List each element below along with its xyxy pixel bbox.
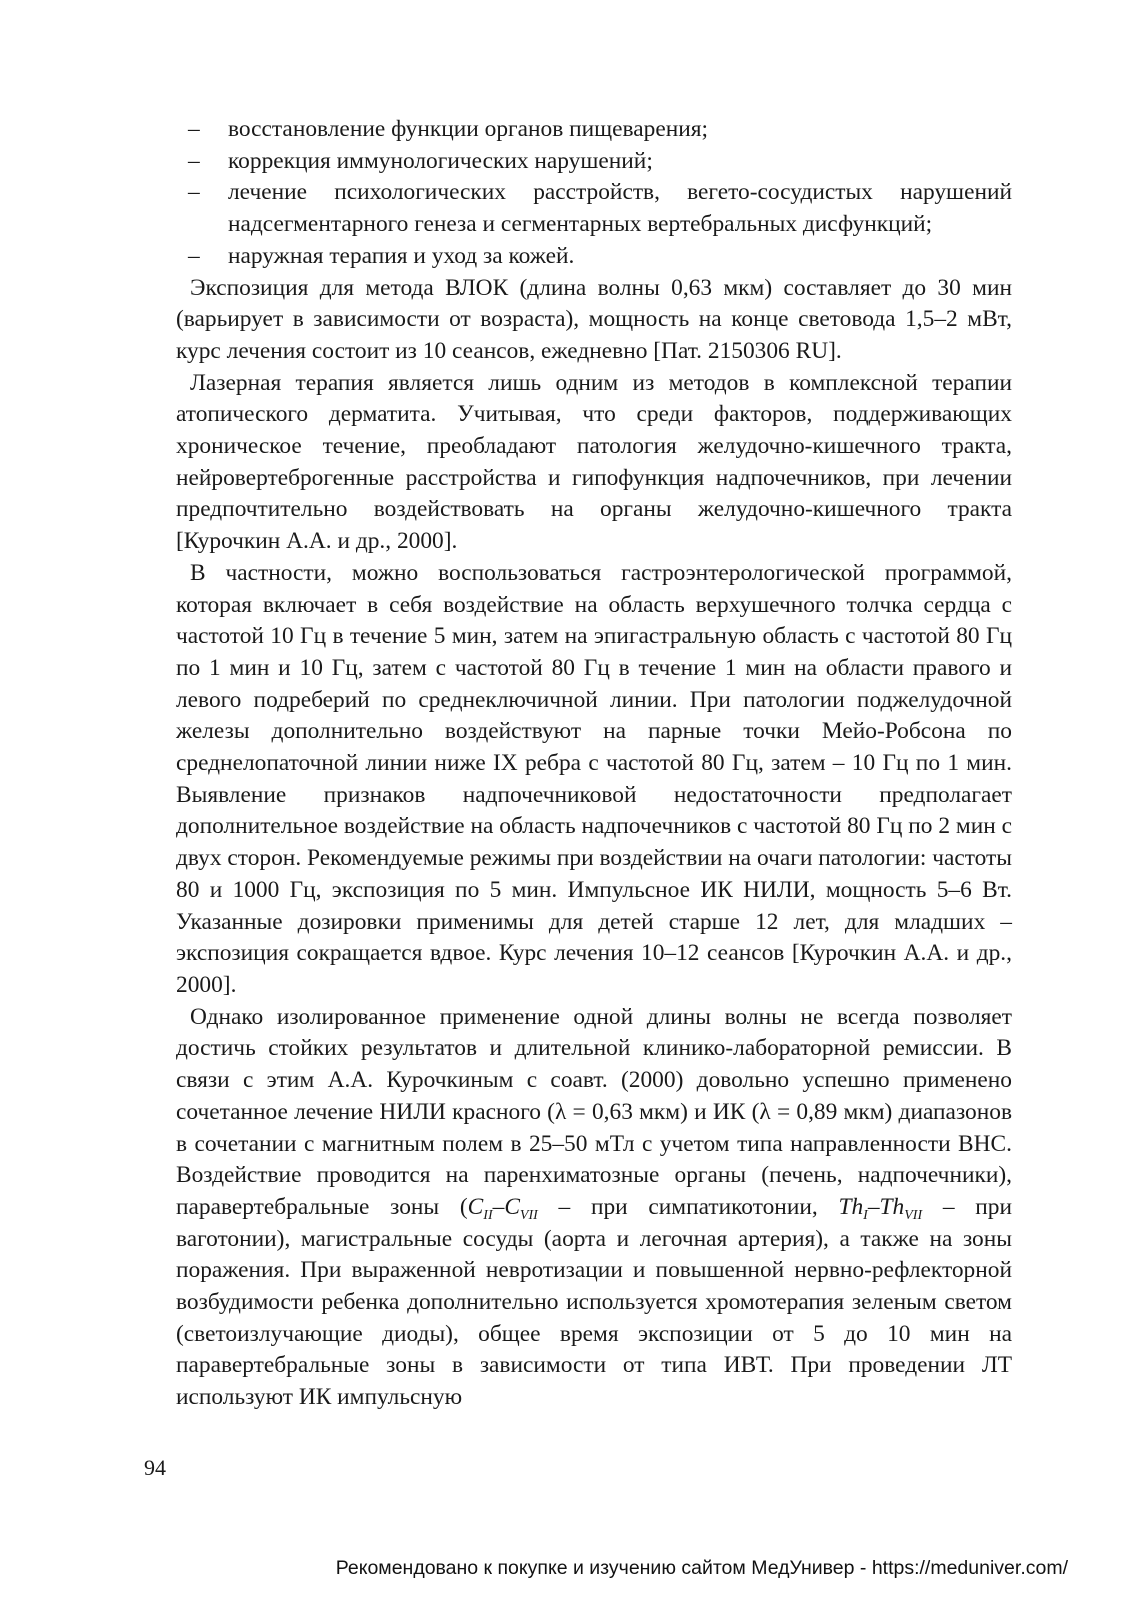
subscript-vii: VII xyxy=(904,1207,923,1223)
bullet-list xyxy=(176,114,1012,273)
list-item-text: лечение психологических расстройств, вегето-сосудистых нарушений надсегментарного генеза и сегментарных вертебральных дисфункций; xyxy=(228,179,1012,238)
dash-marker: – xyxy=(188,179,200,206)
math-c: C xyxy=(467,1193,484,1220)
math-dash: – xyxy=(867,1193,880,1220)
math-c: C xyxy=(504,1193,520,1220)
list-item-text: восстановление функции органов пищеварения; xyxy=(228,116,709,142)
subscript-i: I xyxy=(863,1207,868,1223)
list-item xyxy=(176,146,1012,178)
paragraph-text: – при ваготонии), магистральные сосуды (аорта и легочная артерия), а также на зоны поражения. При выраженной невротизации и повышенной нервно-рефлекторной возбудимости ребенка дополнительно используется хромотерапия зеленым светом (светоизлучающие диоды), общее время экспозиции от 5 до 10 мин на паравертебральные зоны в зависимости от типа ИВТ. При проведении ЛТ используют ИК импульсную xyxy=(176,1193,1013,1411)
body-text xyxy=(176,114,1012,1414)
paragraph-text: Однако изолированное применение одной длины волны не всегда позволяет достичь стойких результатов и длительной клинико-лабораторной ремиссии. В связи с этим А.А. Курочкиным с соавт. (2000) довольно успешно применено сочетанное лечение НИЛИ красного (λ = 0,63 мкм) и ИК (λ = 0,89 мкм) диапазонов в сочетании с магнитным полем в 25–50 мТл с учетом типа направленности ВНС. Воздействие проводится на паренхиматозные органы (печень, надпочечники), паравертебральные зоны ( xyxy=(176,1003,1012,1220)
list-item xyxy=(176,241,1012,273)
dash-marker: – xyxy=(188,242,200,269)
paragraph-vlok-exposure: Экспозиция для метода ВЛОК (длина волны 0,63 мкм) составляет до 30 мин (варьирует в зависимости от возраста), мощность на конце световода 1,5–2 мВт, курс лечения состоит из 10 сеансов, ежедневно [Пат. 2150306 RU]. xyxy=(176,274,1012,364)
paragraph-gastro-program: В частности, можно воспользоваться гастроэнтерологической программой, которая включает в себя воздействие на область верхушечного толчка сердца с частотой 10 Гц в течение 5 мин, затем на эпигастральную область с частотой 80 Гц по 1 мин и 10 Гц, затем с частотой 80 Гц в течение 1 мин на области правого и левого подреберий по среднеключичной линии. При патологии поджелудочной железы дополнительно воздействуют на парные точки Мейо-Робсона по среднелопаточной линии ниже IX ребра с частотой 80 Гц, затем – 10 Гц по 1 мин. Выявление признаков надпочечниковой недостаточности предполагает дополнительное воздействие на область надпочечников с частотой 80 Гц по 2 мин с двух сторон. Рекомендуемые режимы при воздействии на очаги патологии: частоты 80 и 1000 Гц, экспозиция по 5 мин. Импульсное ИК НИЛИ, мощность 5–6 Вт. Указанные дозировки применимы для детей старше 12 лет, для младших – экспозиция сокращается вдвое. Курс лечения 10–12 сеансов [Курочкин А.А. и др., 2000]. xyxy=(176,559,1012,998)
page-number: 94 xyxy=(144,1455,166,1480)
math-dash: – xyxy=(492,1193,505,1220)
footer-note: Рекомендовано к покупке и изучению сайтом МедУнивер - https://meduniver.com/ xyxy=(335,1557,1068,1579)
paragraph-text: – при симпатикотонии, xyxy=(537,1193,839,1220)
paragraph-combined-treatment xyxy=(176,1002,1012,1414)
list-item xyxy=(176,177,1012,240)
list-item-text: наружная терапия и уход за кожей. xyxy=(228,242,575,269)
list-item-text: коррекция иммунологических нарушений; xyxy=(228,147,653,174)
math-th: Th xyxy=(838,1193,864,1220)
math-th: Th xyxy=(879,1193,905,1220)
dash-marker: – xyxy=(188,147,200,174)
subscript-vii: VII xyxy=(519,1207,538,1223)
subscript-ii: II xyxy=(483,1207,493,1223)
paragraph-laser-therapy: Лазерная терапия является лишь одним из методов в комплексной терапии атопического дерматита. Учитывая, что среди факторов, поддерживающих хроническое течение, преобладают патология желудочно-кишечного тракта, нейровертеброгенные расстройства и гипофункция надпочечников, при лечении предпочтительно воздействовать на органы желудочно-кишечного тракта [Курочкин А.А. и др., 2000]. xyxy=(176,369,1012,555)
list-item xyxy=(176,114,1012,146)
dash-marker: – xyxy=(188,116,200,142)
